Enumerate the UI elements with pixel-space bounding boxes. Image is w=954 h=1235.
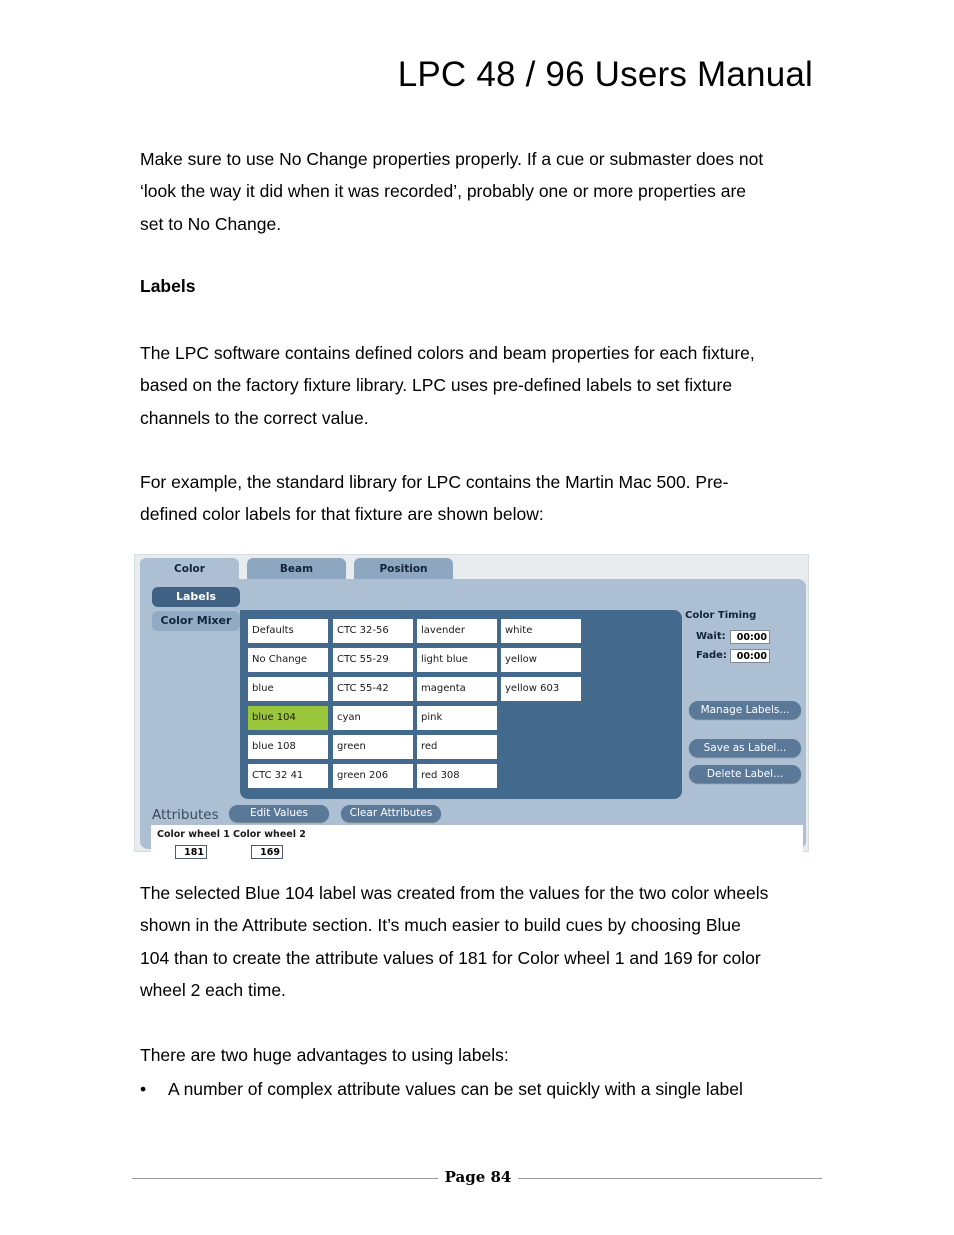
label-cell[interactable]: CTC 32 41 <box>248 764 328 788</box>
bullet-icon: • <box>140 1079 147 1099</box>
wait-label: Wait: <box>696 631 726 642</box>
label-cell[interactable]: red <box>417 735 497 759</box>
label-cell[interactable]: yellow 603 <box>501 677 581 701</box>
save-as-label-button[interactable]: Save as Label... <box>689 739 801 757</box>
label-cell[interactable]: CTC 55-42 <box>333 677 413 701</box>
color-timing-title: Color Timing <box>685 610 757 621</box>
label-cell[interactable]: CTC 55-29 <box>333 648 413 672</box>
document-title: LPC 48 / 96 Users Manual <box>397 55 813 94</box>
label-cell[interactable]: blue 108 <box>248 735 328 759</box>
label-cell[interactable]: magenta <box>417 677 497 701</box>
paragraph-lpc-software: The LPC software contains defined colors and beam properties for each fixture, based on the factory fixture library. LPC uses pre-defined labels to set fixture channels to the correct value. <box>140 343 755 428</box>
label-cell[interactable]: cyan <box>333 706 413 730</box>
paragraph-blue-104: The selected Blue 104 label was created from the values for the two color wheels shown in the Attribute section. It’s much easier to build cues by choosing Blue 104 than to create the attribute values of 181 for Color wheel 1 and 169 for color wheel 2 each time. <box>140 883 769 1000</box>
color-wheel-1-label: Color wheel 1 <box>157 829 230 840</box>
label-cell[interactable]: green <box>333 735 413 759</box>
page-number: Page 84 <box>444 1168 512 1186</box>
wait-input[interactable]: 00:00 <box>730 630 770 644</box>
label-cell[interactable]: Defaults <box>248 619 328 643</box>
tab-beam[interactable]: Beam <box>247 558 346 580</box>
label-cell[interactable]: light blue <box>417 648 497 672</box>
label-cell[interactable]: red 308 <box>417 764 497 788</box>
tab-position[interactable]: Position <box>354 558 453 580</box>
fade-label: Fade: <box>696 650 727 661</box>
attributes-title: Attributes <box>152 807 219 823</box>
footer-rule-left <box>132 1178 438 1179</box>
delete-label-button[interactable]: Delete Label... <box>689 765 801 783</box>
color-wheel-1-input[interactable]: 181 <box>175 845 207 859</box>
color-mixer-button[interactable]: Color Mixer <box>152 611 240 631</box>
labels-button[interactable]: Labels <box>152 587 240 607</box>
labels-grid <box>240 610 682 799</box>
label-cell[interactable]: white <box>501 619 581 643</box>
label-cell[interactable]: green 206 <box>333 764 413 788</box>
label-cell[interactable]: CTC 32-56 <box>333 619 413 643</box>
paragraph-no-change: Make sure to use No Change properties properly. If a cue or submaster does not ‘look the way it did when it was recorded’, probably one or more properties are set to No Change. <box>140 149 764 234</box>
tab-color[interactable]: Color <box>140 558 239 582</box>
attributes-area <box>151 825 803 869</box>
bullet-item: • A number of complex attribute values can be set quickly with a single label <box>140 1073 743 1105</box>
footer-rule-right <box>518 1178 822 1179</box>
label-cell-selected[interactable]: blue 104 <box>248 706 328 730</box>
paragraph-example: For example, the standard library for LPC contains the Martin Mac 500. Pre- defined color labels for that fixture are shown below: <box>140 472 729 525</box>
label-cell[interactable]: yellow <box>501 648 581 672</box>
color-labels-screenshot <box>134 554 809 858</box>
paragraph-advantages: There are two huge advantages to using labels: <box>140 1045 509 1065</box>
label-cell[interactable]: pink <box>417 706 497 730</box>
color-panel <box>140 579 806 858</box>
label-cell[interactable]: No Change <box>248 648 328 672</box>
manage-labels-button[interactable]: Manage Labels... <box>689 701 801 719</box>
fade-input[interactable]: 00:00 <box>730 649 770 663</box>
section-heading-labels: Labels <box>140 276 196 296</box>
label-cell[interactable]: blue <box>248 677 328 701</box>
clear-attributes-button[interactable]: Clear Attributes <box>341 805 441 822</box>
color-wheel-2-input[interactable]: 169 <box>251 845 283 859</box>
color-wheel-2-label: Color wheel 2 <box>233 829 306 840</box>
edit-values-button[interactable]: Edit Values <box>229 805 329 822</box>
label-cell[interactable]: lavender <box>417 619 497 643</box>
